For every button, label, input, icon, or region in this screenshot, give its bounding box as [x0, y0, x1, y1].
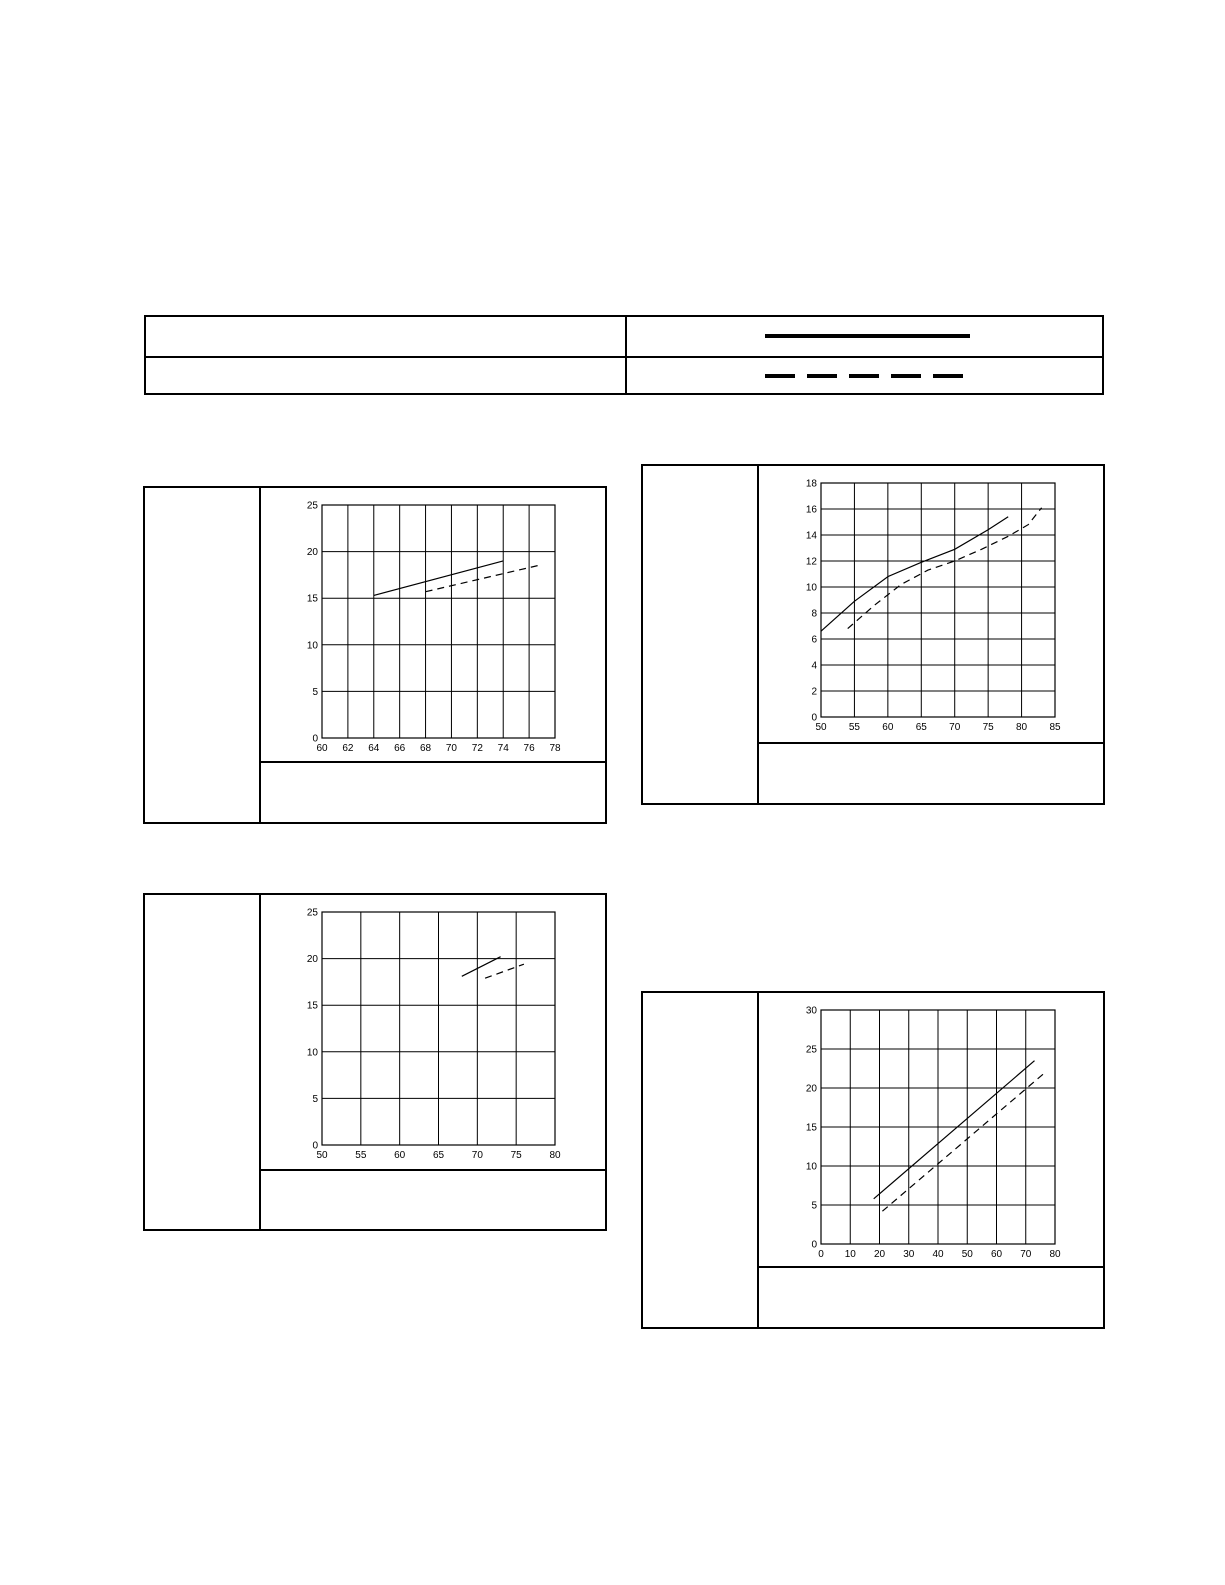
- y-tick-label: 12: [805, 556, 817, 568]
- line-chart-top-left: [270, 493, 600, 758]
- x-tick-label: 74: [497, 743, 509, 754]
- x-tick-label: 60: [990, 1249, 1003, 1260]
- dashed-series-line: [485, 964, 524, 978]
- legend-swatches: [146, 317, 1106, 397]
- solid-series-line: [821, 517, 1008, 631]
- x-tick-label: 80: [1016, 722, 1028, 733]
- x-tick-label: 10: [844, 1249, 856, 1260]
- chart-panel-bottom-left: [143, 893, 607, 1231]
- y-tick-label: 15: [306, 593, 318, 605]
- legend-table: [144, 315, 1104, 395]
- x-tick-label: 70: [471, 1150, 483, 1161]
- y-tick-label: 0: [811, 1239, 817, 1251]
- x-tick-label: 55: [355, 1150, 367, 1161]
- panel-label-divider: [259, 895, 261, 1229]
- x-tick-label: 70: [445, 743, 458, 754]
- y-tick-label: 10: [306, 1047, 318, 1059]
- x-tick-label: 70: [949, 722, 961, 733]
- x-tick-label: 66: [394, 743, 406, 754]
- x-tick-label: 55: [848, 722, 860, 733]
- line-chart-bottom-left: [270, 900, 600, 1165]
- x-tick-label: 50: [316, 1150, 328, 1161]
- x-tick-label: 20: [873, 1249, 886, 1260]
- x-tick-label: 75: [510, 1150, 522, 1161]
- y-tick-label: 5: [312, 686, 318, 698]
- panel-caption-divider: [759, 742, 1103, 744]
- x-tick-label: 78: [549, 743, 561, 754]
- line-chart-top-right: [768, 471, 1098, 736]
- y-tick-label: 0: [312, 733, 318, 745]
- dashed-series-line: [882, 1074, 1043, 1211]
- solid-series-line: [374, 561, 503, 596]
- y-tick-label: 0: [811, 712, 817, 724]
- x-tick-label: 30: [903, 1249, 915, 1260]
- x-tick-label: 65: [915, 722, 927, 733]
- y-tick-label: 25: [805, 1044, 817, 1056]
- y-tick-label: 4: [811, 660, 817, 672]
- y-tick-label: 8: [811, 608, 817, 620]
- y-tick-label: 10: [805, 1161, 817, 1173]
- y-tick-label: 10: [306, 640, 318, 652]
- x-tick-label: 50: [815, 722, 827, 733]
- y-tick-label: 6: [811, 634, 817, 646]
- y-tick-label: 15: [306, 1000, 318, 1012]
- y-tick-label: 18: [805, 478, 817, 490]
- x-tick-label: 50: [961, 1249, 973, 1260]
- x-tick-label: 76: [523, 743, 535, 754]
- chart-panel-top-right: [641, 464, 1105, 805]
- x-tick-label: 0: [818, 1249, 824, 1260]
- x-tick-label: 60: [316, 743, 328, 754]
- x-tick-label: 64: [368, 743, 380, 754]
- x-tick-label: 72: [471, 743, 483, 754]
- y-tick-label: 14: [805, 530, 817, 542]
- solid-series-line: [874, 1061, 1035, 1199]
- y-tick-label: 10: [805, 582, 817, 594]
- y-tick-label: 20: [306, 954, 318, 966]
- x-tick-label: 62: [342, 743, 354, 754]
- chart-panel-top-left: [143, 486, 607, 824]
- y-tick-label: 2: [811, 686, 817, 698]
- y-tick-label: 25: [306, 907, 318, 919]
- x-tick-label: 40: [932, 1249, 944, 1260]
- y-tick-label: 16: [805, 504, 817, 516]
- x-tick-label: 68: [419, 743, 432, 754]
- panel-caption-divider: [261, 1169, 605, 1171]
- dashed-series-line: [426, 565, 542, 592]
- y-tick-label: 5: [811, 1200, 817, 1212]
- plot-area-frame: [322, 505, 555, 738]
- x-tick-label: 80: [1049, 1249, 1061, 1260]
- y-tick-label: 20: [306, 547, 318, 559]
- line-chart-bottom-right: [768, 998, 1098, 1263]
- x-tick-label: 75: [982, 722, 994, 733]
- x-tick-label: 70: [1020, 1249, 1032, 1260]
- x-tick-label: 65: [432, 1150, 445, 1161]
- panel-caption-divider: [261, 761, 605, 763]
- dashed-series-line: [848, 508, 1042, 629]
- y-tick-label: 20: [805, 1083, 817, 1095]
- x-tick-label: 60: [882, 722, 894, 733]
- y-tick-label: 5: [312, 1093, 318, 1105]
- y-tick-label: 30: [805, 1005, 817, 1017]
- x-tick-label: 80: [549, 1150, 561, 1161]
- y-tick-label: 0: [312, 1140, 318, 1152]
- panel-label-divider: [757, 466, 759, 803]
- x-tick-label: 60: [394, 1150, 406, 1161]
- panel-label-divider: [757, 993, 759, 1327]
- chart-panel-bottom-right: [641, 991, 1105, 1329]
- x-tick-label: 85: [1049, 722, 1061, 733]
- solid-series-line: [462, 957, 501, 977]
- y-tick-label: 15: [805, 1122, 817, 1134]
- panel-caption-divider: [759, 1266, 1103, 1268]
- y-tick-label: 25: [306, 500, 318, 512]
- panel-label-divider: [259, 488, 261, 822]
